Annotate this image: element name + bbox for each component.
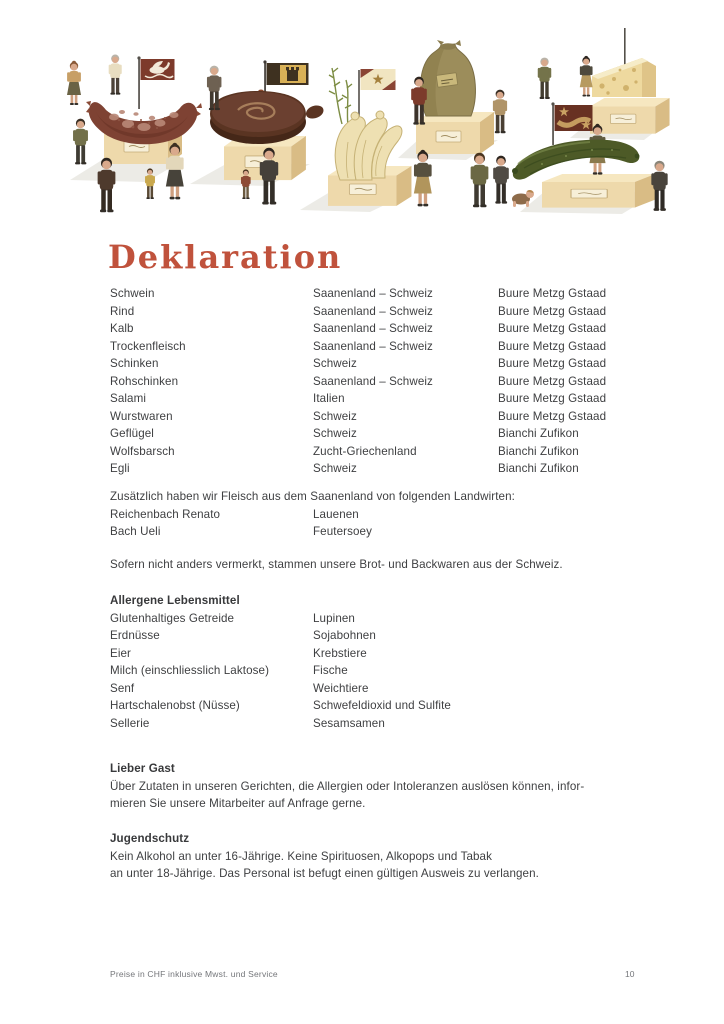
farmer-name: Reichenbach Renato (110, 507, 221, 521)
food-monuments-illustration (0, 14, 724, 220)
allergen-item: Sellerie (110, 716, 150, 730)
allergen-item: Glutenhaltiges Getreide (110, 611, 235, 625)
cucumber-sculpture (512, 140, 639, 180)
salami-monument (86, 56, 202, 164)
item-cell: Schinken (110, 357, 159, 370)
supplier-cell: Buure Metzg Gstaad (498, 374, 607, 388)
allergen-item: Schwefeldioxid und Sulfite (313, 699, 451, 712)
poultry-monument (328, 68, 411, 206)
item-cell: Egli (110, 462, 130, 475)
item-cell: Wolfsbarsch (110, 444, 175, 458)
allergen-item: Weichtiere (313, 681, 369, 695)
guest-note-heading: Lieber Gast (110, 762, 175, 775)
origin-cell: Saanenland – Schweiz (313, 322, 433, 335)
page-title: Deklaration (108, 238, 343, 276)
bread-note: Sofern nicht anders vermerkt, stammen unsere Brot- und Backwaren aus der Schweiz. (110, 558, 563, 571)
supplier-cell: Buure Metzg Gstaad (498, 287, 607, 300)
allergen-item: Senf (110, 681, 135, 695)
farmer-place: Feutersoey (313, 525, 372, 538)
sack-monument (416, 40, 494, 154)
allergen-item: Hartschalenobst (Nüsse) (110, 699, 240, 712)
item-cell: Geflügel (110, 427, 154, 440)
supplier-cell: Buure Metzg Gstaad (498, 339, 607, 353)
supplier-cell: Buure Metzg Gstaad (498, 392, 607, 405)
origin-cell: Saanenland – Schweiz (313, 304, 433, 318)
declaration-table (110, 285, 640, 478)
allergen-item: Eier (110, 646, 132, 660)
guest-note-line: mieren Sie unsere Mitarbeiter auf Anfrage gerne. (110, 797, 366, 810)
youth-protection-section (110, 830, 650, 883)
item-cell: Kalb (110, 322, 134, 335)
item-cell: Schwein (110, 287, 155, 300)
allergen-item: Sesamsamen (313, 716, 385, 730)
item-cell: Salami (110, 392, 147, 405)
youth-protection-line: Kein Alkohol an unter 16-Jährige. Keine Spirituosen, Alkopops und Tabak (110, 849, 493, 863)
allergen-item: Sojabohnen (313, 629, 376, 642)
youth-protection-heading: Jugendschutz (110, 832, 190, 845)
origin-cell: Schweiz (313, 462, 357, 475)
origin-cell: Schweiz (313, 409, 357, 423)
origin-cell: Schweiz (313, 357, 357, 370)
allergen-item: Fische (313, 664, 348, 677)
farmer-place: Lauenen (313, 507, 359, 521)
origin-cell: Schweiz (313, 427, 357, 440)
item-cell: Wurstwaren (110, 409, 173, 423)
rosemary-sprig (329, 68, 352, 126)
guest-note-line: Über Zutaten in unseren Gerichten, die Allergien oder Intoleranzen auslösen können, infor- (110, 779, 585, 793)
allergen-item: Lupinen (313, 611, 355, 625)
banner-star-flag (555, 105, 593, 131)
farmers-intro: Zusätzlich haben wir Fleisch aus dem Saanenland von folgenden Landwirten: (110, 490, 515, 503)
origin-cell: Zucht-Griechenland (313, 444, 417, 458)
page-number: 10 (625, 969, 635, 979)
item-cell: Rohschinken (110, 374, 179, 388)
footer-note: Preise in CHF inklusive Mwst. und Service (110, 969, 278, 979)
allergen-item: Krebstiere (313, 646, 367, 660)
star-flag (361, 69, 396, 90)
cheese-monument (590, 28, 670, 134)
origin-cell: Saanenland – Schweiz (313, 374, 433, 388)
supplier-cell: Buure Metzg Gstaad (498, 357, 607, 370)
salami-sculpture (86, 101, 202, 144)
supplier-cell: Buure Metzg Gstaad (498, 304, 607, 318)
farmer-name: Bach Ueli (110, 525, 161, 538)
farmers-section (110, 488, 640, 541)
sack-sculpture (420, 40, 475, 116)
allergens-heading: Allergene Lebensmittel (110, 594, 240, 607)
supplier-cell: Bianchi Zufikon (498, 444, 579, 458)
supplier-cell: Bianchi Zufikon (498, 462, 579, 475)
youth-protection-line: an unter 18-Jährige. Das Personal ist befugt einen gültigen Ausweis zu verlangen. (110, 867, 539, 880)
supplier-cell: Buure Metzg Gstaad (498, 409, 607, 423)
item-cell: Trockenfleisch (110, 339, 186, 353)
guest-note-section (110, 760, 650, 813)
allergens-section (110, 592, 640, 732)
origin-cell: Saanenland – Schweiz (313, 287, 433, 300)
origin-cell: Italien (313, 392, 345, 405)
castle-flag (267, 63, 309, 85)
origin-cell: Saanenland – Schweiz (313, 339, 433, 353)
steak-sculpture (210, 91, 323, 144)
allergen-item: Milch (einschliesslich Laktose) (110, 664, 270, 677)
allergen-item: Erdnüsse (110, 629, 160, 642)
supplier-cell: Bianchi Zufikon (498, 427, 579, 440)
saanen-crane-flag (141, 59, 175, 80)
supplier-cell: Buure Metzg Gstaad (498, 322, 607, 335)
item-cell: Rind (110, 304, 135, 318)
